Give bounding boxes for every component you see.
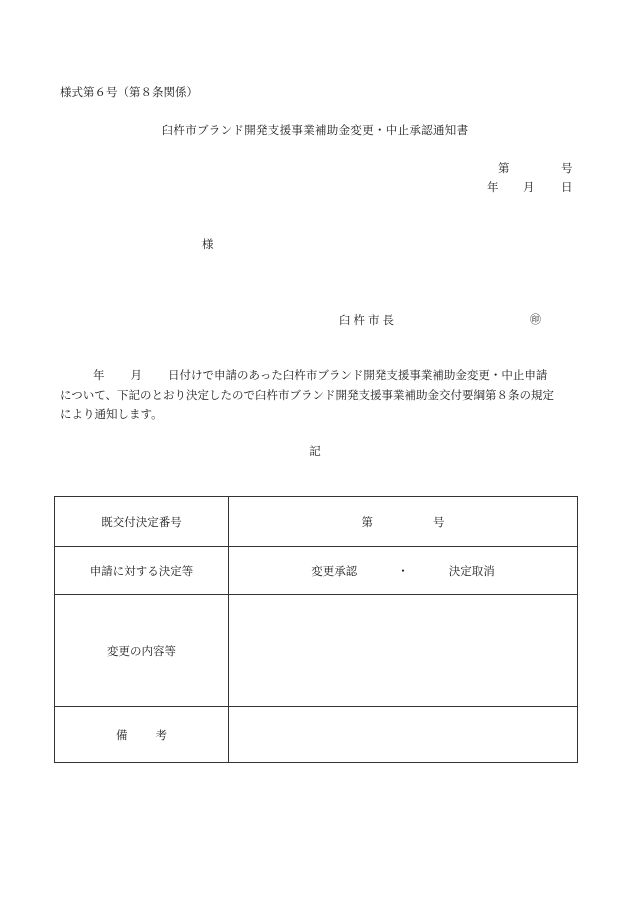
decision-number-go: 号 [433,514,445,529]
doc-number-dai: 第 [498,161,510,175]
table-row [55,497,578,547]
form-number: 様式第６号（第８条関係） [60,85,198,99]
date-month-label: 月 [523,180,535,194]
remarks-char-1: 備 [116,727,128,742]
label-remarks [55,707,229,763]
ki-heading: 記 [309,444,321,458]
value-change-content [229,595,578,707]
label-decision: 申請に対する決定等 [55,547,229,595]
table-row [55,547,578,595]
body-line-2: について、下記のとおり決定したので臼杵市ブランド開発支援事業補助金交付要綱第８条の規定 [60,387,555,402]
seal-mark: ㊞ [530,313,541,326]
label-change-content: 変更の内容等 [55,595,229,707]
date-day-label: 日 [561,180,573,194]
date-year-label: 年 [487,180,499,194]
body-line-3: により通知します。 [60,407,163,421]
option-change-approval: 変更承認 [311,563,358,578]
body-line-1 [60,366,580,386]
sender-title: 臼杵市長 [339,313,397,327]
document-title: 臼杵市ブランド開発支援事業補助金変更・中止承認通知書 [161,123,469,137]
body-paragraph [60,366,580,425]
value-decision [229,547,578,595]
option-cancellation: 決定取消 [448,563,495,578]
body-month-label: 月 [130,368,142,382]
decision-table [54,496,578,763]
body-line-1-rest: 日付けで申請のあった臼杵市ブランド開発支援事業補助金変更・中止申請 [168,368,548,382]
doc-number-go: 号 [561,161,573,175]
table-row [55,707,578,763]
value-decision-number [229,497,578,547]
label-decision-number: 既交付決定番号 [55,497,229,547]
option-separator: ・ [397,563,409,578]
decision-number-dai: 第 [361,514,373,529]
table-row [55,595,578,707]
value-remarks [229,707,578,763]
remarks-char-2: 考 [155,727,167,742]
body-year-label: 年 [93,368,105,382]
recipient-honorific: 様 [202,237,214,251]
